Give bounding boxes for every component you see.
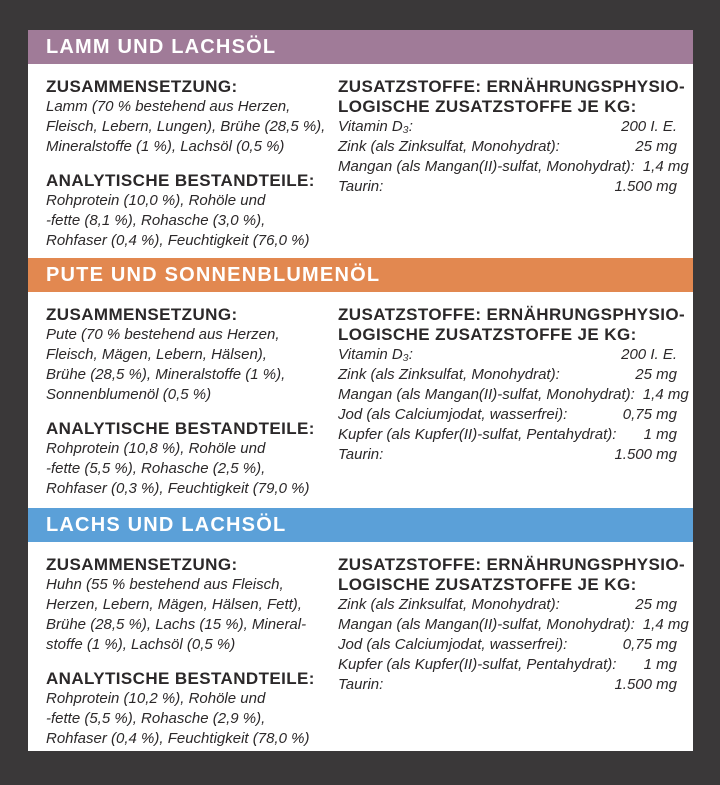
- additive-label: Zink (als Zinksulfat, Monohydrat):: [338, 138, 560, 155]
- additive-value: 0,75 mg: [622, 406, 677, 423]
- additive-value: 1,4 mg: [642, 386, 689, 403]
- analytical-line: Rohfaser (0,4 %), Feuchtigkeit (76,0 %): [46, 232, 310, 249]
- additive-value: 1.500 mg: [614, 676, 677, 693]
- composition-column: [46, 77, 338, 258]
- additives-column: [338, 305, 689, 508]
- composition-line: Sonnenblumenöl (0,5 %): [46, 386, 212, 403]
- analytical-line: Rohprotein (10,2 %), Rohöle und: [46, 690, 266, 707]
- additive-label: Taurin:: [338, 178, 384, 195]
- additive-value: 200 I. E.: [621, 118, 677, 135]
- additive-value: 1,4 mg: [642, 158, 689, 175]
- section-content: [28, 542, 693, 751]
- composition-title: ZUSAMMENSETZUNG:: [46, 77, 238, 96]
- composition-column: [46, 555, 338, 751]
- additive-label: Zink (als Zinksulfat, Monohydrat):: [338, 366, 560, 383]
- additives-title-line1: ZUSATZSTOFFE: ERNÄHRUNGSPHYSIO-: [338, 305, 686, 324]
- additive-row: [338, 595, 677, 615]
- section-content: [28, 292, 693, 508]
- composition-line: Pute (70 % bestehend aus Herzen,: [46, 326, 280, 343]
- additive-row: [338, 385, 689, 405]
- additive-row: [338, 177, 677, 197]
- section-content: [28, 64, 693, 258]
- analytical-line: Rohfaser (0,4 %), Feuchtigkeit (78,0 %): [46, 730, 310, 747]
- composition-title: ZUSAMMENSETZUNG:: [46, 305, 238, 324]
- additives-title-line1: ZUSATZSTOFFE: ERNÄHRUNGSPHYSIO-: [338, 555, 686, 574]
- additive-row: [338, 405, 677, 425]
- additives-title-line2: LOGISCHE ZUSATZSTOFFE JE KG:: [338, 575, 637, 594]
- additive-label: Taurin:: [338, 446, 384, 463]
- additive-row: [338, 345, 677, 365]
- additives-column: [338, 77, 689, 258]
- additive-label: Mangan (als Mangan(II)-sulfat, Monohydrat):: [338, 386, 635, 403]
- additive-label: Zink (als Zinksulfat, Monohydrat):: [338, 596, 560, 613]
- composition-line: stoffe (1 %), Lachsöl (0,5 %): [46, 636, 236, 653]
- additive-row: [338, 157, 689, 177]
- composition-line: Herzen, Lebern, Mägen, Hälsen, Fett),: [46, 596, 302, 613]
- analytical-title: ANALYTISCHE BESTANDTEILE:: [46, 669, 315, 688]
- additive-label: Vitamin D₃:: [338, 118, 413, 135]
- additive-row: [338, 655, 677, 675]
- section-pute: [28, 258, 693, 508]
- additives-title-line2: LOGISCHE ZUSATZSTOFFE JE KG:: [338, 97, 637, 116]
- additive-value: 200 I. E.: [621, 346, 677, 363]
- analytical-line: -fette (5,5 %), Rohasche (2,5 %),: [46, 460, 266, 477]
- additive-row: [338, 425, 677, 445]
- additive-value: 1,4 mg: [642, 616, 689, 633]
- additive-row: [338, 137, 677, 157]
- additive-value: 1.500 mg: [614, 178, 677, 195]
- composition-title: ZUSAMMENSETZUNG:: [46, 555, 238, 574]
- composition-line: Brühe (28,5 %), Mineralstoffe (1 %),: [46, 366, 286, 383]
- section-header-pute: PUTE UND SONNENBLUMENÖL: [28, 258, 693, 292]
- additives-title-line2: LOGISCHE ZUSATZSTOFFE JE KG:: [338, 325, 637, 344]
- composition-line: Mineralstoffe (1 %), Lachsöl (0,5 %): [46, 138, 285, 155]
- section-lamm: [28, 30, 693, 258]
- additive-row: [338, 117, 677, 137]
- additives-title-line1: ZUSATZSTOFFE: ERNÄHRUNGSPHYSIO-: [338, 77, 686, 96]
- analytical-line: -fette (5,5 %), Rohasche (2,9 %),: [46, 710, 266, 727]
- additive-label: Kupfer (als Kupfer(II)-sulfat, Pentahydrat):: [338, 426, 617, 443]
- analytical-title: ANALYTISCHE BESTANDTEILE:: [46, 171, 315, 190]
- section-header-lamm: LAMM UND LACHSÖL: [28, 30, 693, 64]
- additive-label: Vitamin D₃:: [338, 346, 413, 363]
- additive-value: 25 mg: [635, 596, 677, 613]
- additive-value: 0,75 mg: [622, 636, 677, 653]
- composition-line: Huhn (55 % bestehend aus Fleisch,: [46, 576, 284, 593]
- analytical-line: -fette (8,1 %), Rohasche (3,0 %),: [46, 212, 266, 229]
- analytical-line: Rohprotein (10,0 %), Rohöle und: [46, 192, 266, 209]
- additive-value: 25 mg: [635, 366, 677, 383]
- additive-row: [338, 445, 677, 465]
- additive-label: Kupfer (als Kupfer(II)-sulfat, Pentahydrat):: [338, 656, 617, 673]
- section-lachs: [28, 508, 693, 751]
- analytical-line: Rohprotein (10,8 %), Rohöle und: [46, 440, 266, 457]
- additive-row: [338, 615, 689, 635]
- analytical-line: Rohfaser (0,3 %), Feuchtigkeit (79,0 %): [46, 480, 310, 497]
- additive-row: [338, 365, 677, 385]
- additive-value: 25 mg: [635, 138, 677, 155]
- additives-column: [338, 555, 689, 751]
- additive-row: [338, 675, 677, 695]
- composition-line: Brühe (28,5 %), Lachs (15 %), Mineral-: [46, 616, 307, 633]
- additive-value: 1 mg: [643, 656, 677, 673]
- composition-line: Fleisch, Mägen, Lebern, Hälsen),: [46, 346, 267, 363]
- analytical-title: ANALYTISCHE BESTANDTEILE:: [46, 419, 315, 438]
- additive-label: Taurin:: [338, 676, 384, 693]
- additive-label: Mangan (als Mangan(II)-sulfat, Monohydrat):: [338, 158, 635, 175]
- additive-value: 1 mg: [643, 426, 677, 443]
- section-header-lachs: LACHS UND LACHSÖL: [28, 508, 693, 542]
- additive-value: 1.500 mg: [614, 446, 677, 463]
- additive-row: [338, 635, 677, 655]
- composition-line: Lamm (70 % bestehend aus Herzen,: [46, 98, 291, 115]
- composition-column: [46, 305, 338, 508]
- label-panel: [28, 30, 693, 751]
- additive-label: Jod (als Calciumjodat, wasserfrei):: [338, 406, 568, 423]
- additive-label: Mangan (als Mangan(II)-sulfat, Monohydrat):: [338, 616, 635, 633]
- composition-line: Fleisch, Lebern, Lungen), Brühe (28,5 %),: [46, 118, 326, 135]
- additive-label: Jod (als Calciumjodat, wasserfrei):: [338, 636, 568, 653]
